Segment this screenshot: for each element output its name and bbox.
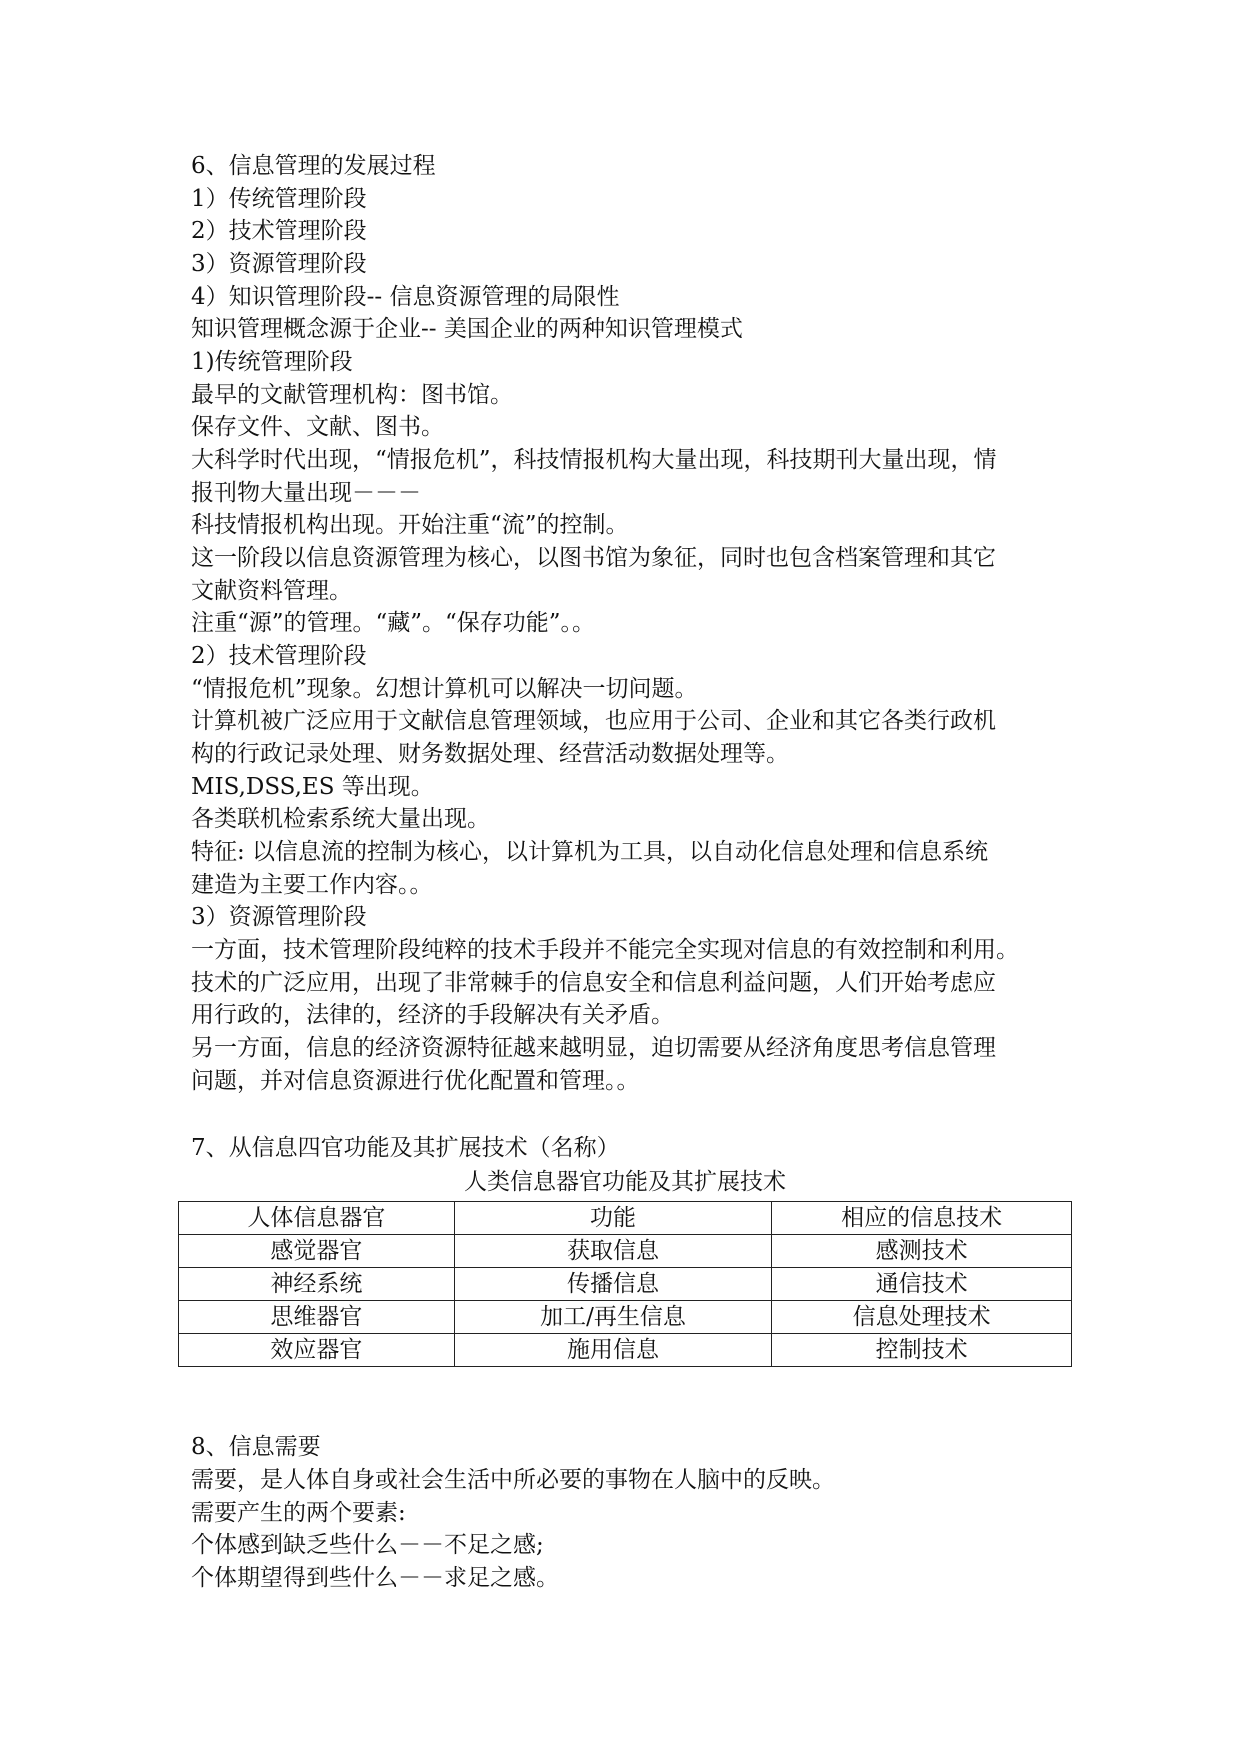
table-cell: 感觉器官 (179, 1235, 455, 1268)
text-line: MIS,DSS,ES 等出现。 (191, 774, 434, 800)
text-line: 个体感到缺乏些什么－－不足之感; (191, 1532, 544, 1558)
table-cell: 控制技术 (772, 1334, 1072, 1367)
text-line: 4）知识管理阶段-- 信息资源管理的局限性 (191, 284, 620, 310)
text-line: 1）传统管理阶段 (191, 186, 367, 212)
table-row (179, 1334, 1072, 1367)
table-cell: 通信技术 (772, 1268, 1072, 1301)
text-line: 各类联机检索系统大量出现。 (191, 806, 490, 832)
section-8-heading: 8、信息需要 (191, 1434, 321, 1460)
table-cell: 感测技术 (772, 1235, 1072, 1268)
text-line: 2）技术管理阶段 (191, 643, 367, 669)
text-line: 报刊物大量出现－－－ (191, 480, 421, 506)
text-line: 需要产生的两个要素: (191, 1500, 406, 1526)
text-line: 这一阶段以信息资源管理为核心，以图书馆为象征，同时也包含档案管理和其它 (191, 545, 996, 571)
column-header: 功能 (454, 1202, 772, 1235)
text-line: 3）资源管理阶段 (191, 251, 367, 277)
text-line: 个体期望得到些什么－－求足之感。 (191, 1565, 559, 1591)
section-7-heading: 7、从信息四官功能及其扩展技术（名称） (191, 1135, 620, 1161)
text-line: 1)传统管理阶段 (191, 349, 353, 375)
column-header: 相应的信息技术 (772, 1202, 1072, 1235)
text-line: 特征: 以信息流的控制为核心，以计算机为工具，以自动化信息处理和信息系统 (191, 839, 989, 865)
text-line: 一方面，技术管理阶段纯粹的技术手段并不能完全实现对信息的有效控制和利用。 (191, 937, 1019, 963)
info-organs-table (178, 1201, 1072, 1367)
text-line: 知识管理概念源于企业-- 美国企业的两种知识管理模式 (191, 316, 743, 342)
table-header-row (179, 1202, 1072, 1235)
text-line: 保存文件、文献、图书。 (191, 414, 444, 440)
table-cell: 加工/再生信息 (454, 1301, 772, 1334)
table-cell: 效应器官 (179, 1334, 455, 1367)
text-line: 用行政的，法律的，经济的手段解决有关矛盾。 (191, 1002, 674, 1028)
text-line: 大科学时代出现，“情报危机”，科技情报机构大量出现，科技期刊大量出现，情 (191, 447, 997, 473)
table-cell: 思维器官 (179, 1301, 455, 1334)
table-caption: 人类信息器官功能及其扩展技术 (464, 1169, 786, 1195)
text-line: 文献资料管理。 (191, 578, 352, 604)
table-row (179, 1301, 1072, 1334)
text-line: 2）技术管理阶段 (191, 218, 367, 244)
text-line: 构的行政记录处理、财务数据处理、经营活动数据处理等。 (191, 741, 789, 767)
text-line: 需要，是人体自身或社会生活中所必要的事物在人脑中的反映。 (191, 1467, 835, 1493)
table-cell: 信息处理技术 (772, 1301, 1072, 1334)
text-line: 计算机被广泛应用于文献信息管理领域，也应用于公司、企业和其它各类行政机 (191, 708, 996, 734)
text-line: 最早的文献管理机构：图书馆。 (191, 382, 513, 408)
table-cell: 神经系统 (179, 1268, 455, 1301)
table-row (179, 1235, 1072, 1268)
text-line: 另一方面，信息的经济资源特征越来越明显，迫切需要从经济角度思考信息管理 (191, 1035, 996, 1061)
text-line: 建造为主要工作内容。。 (191, 872, 433, 898)
column-header: 人体信息器官 (179, 1202, 455, 1235)
text-line: 3）资源管理阶段 (191, 904, 367, 930)
text-line: 科技情报机构出现。开始注重“流”的控制。 (191, 512, 629, 538)
text-line: 注重“源”的管理。“藏”。“保存功能”。。 (191, 610, 596, 636)
text-line: 技术的广泛应用，出现了非常棘手的信息安全和信息利益问题，人们开始考虑应 (191, 970, 996, 996)
table-cell: 传播信息 (454, 1268, 772, 1301)
text-line: “情报危机”现象。幻想计算机可以解决一切问题。 (191, 676, 698, 702)
table-row (179, 1268, 1072, 1301)
section-6-heading: 6、信息管理的发展过程 (191, 153, 436, 179)
text-line: 问题，并对信息资源进行优化配置和管理。。 (191, 1068, 640, 1094)
table-cell: 获取信息 (454, 1235, 772, 1268)
table-cell: 施用信息 (454, 1334, 772, 1367)
